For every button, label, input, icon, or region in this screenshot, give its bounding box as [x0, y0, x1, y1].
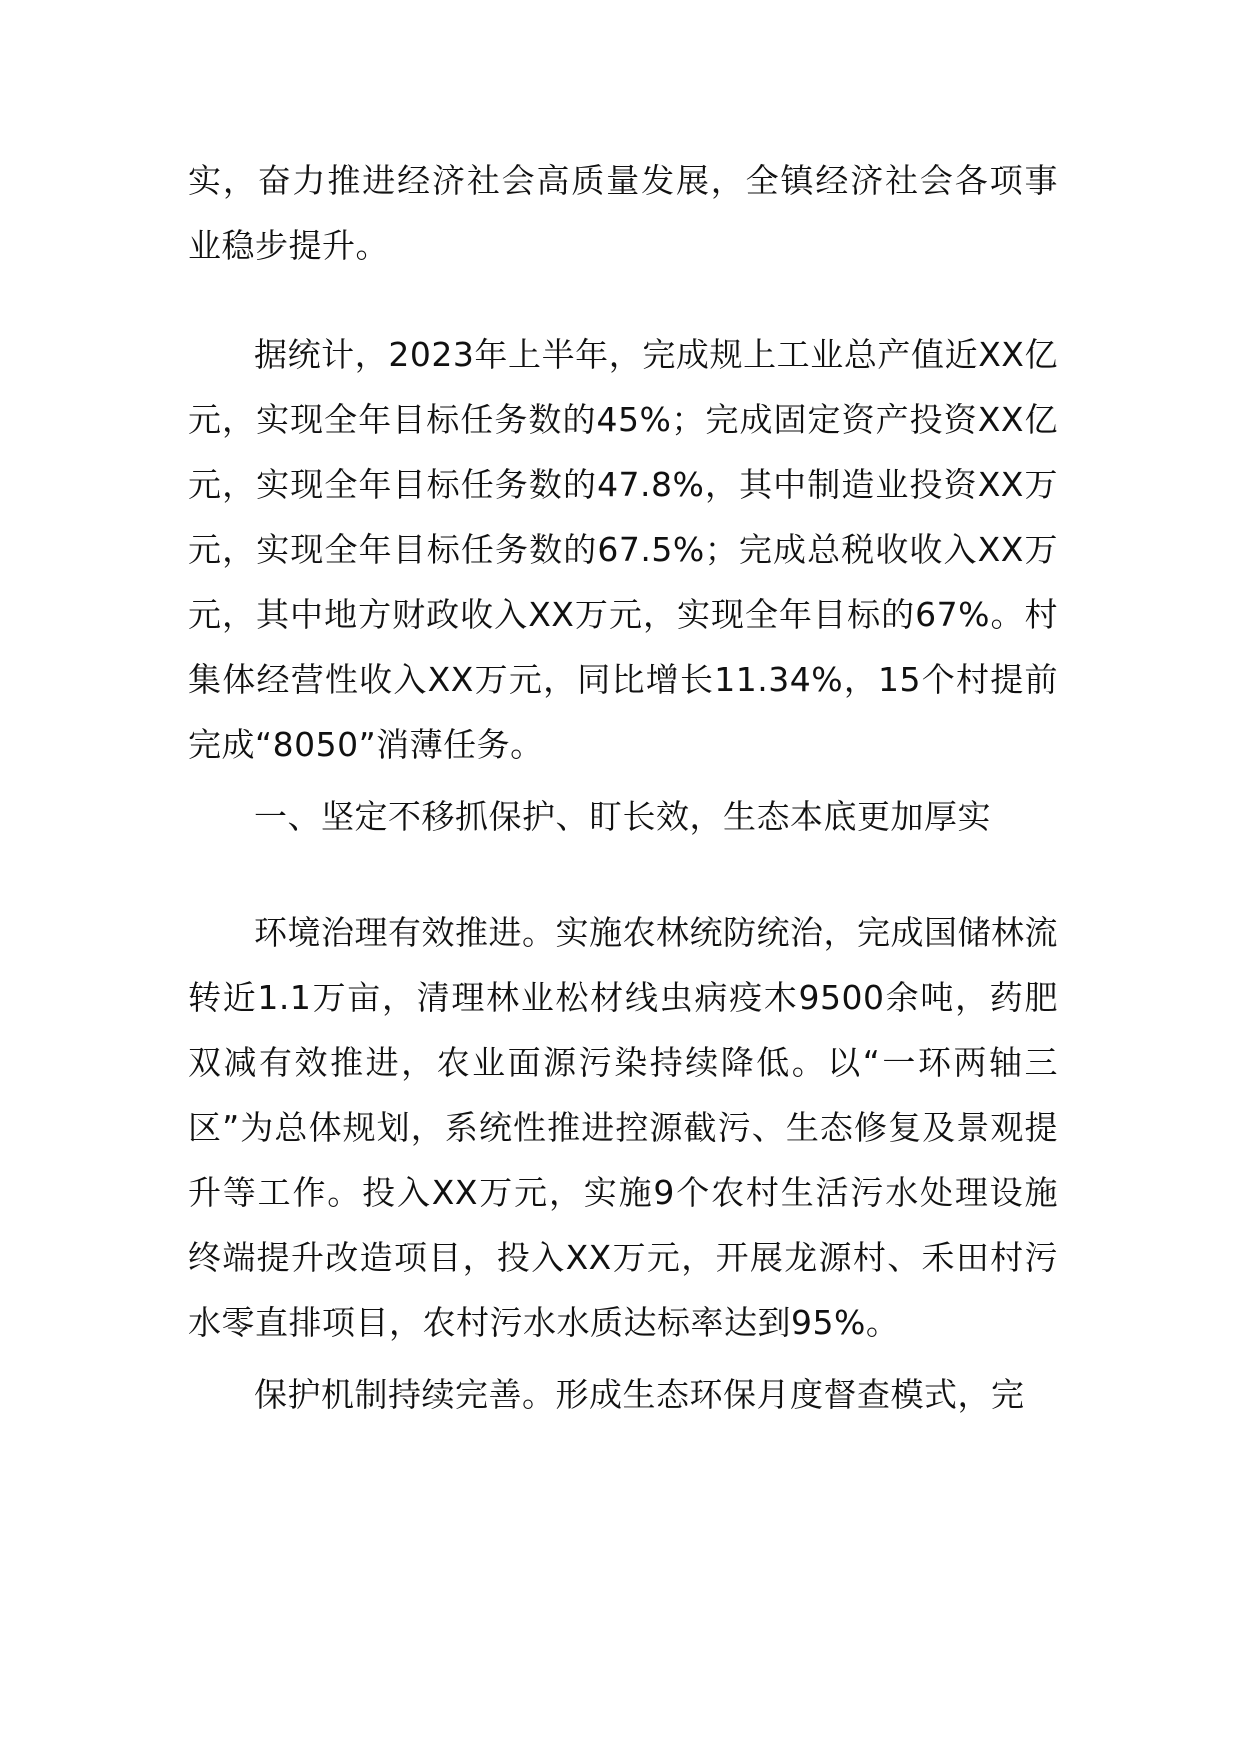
- paragraph-text: 据统计，2023年上半年，完成规上工业总产值近XX亿元，实现全年目标任务数的45%；完成固定资产投资XX亿元，实现全年目标任务数的47.8%，其中制造业投资XX万元，实现全年目标任务数的67.5%；完成总税收收入XX万元，其中地方财政收入XX万元，实现全年目标的67%。村集体经营性收入XX万元，同比增长11.34%，15个村提前完成“8050”消薄任务。: [188, 335, 1058, 764]
- paragraph-text: 实，奋力推进经济社会高质量发展，全镇经济社会各项事业稳步提升。: [188, 161, 1058, 265]
- section-heading-text: 一、坚定不移抓保护、盯长效，生态本底更加厚实: [254, 797, 991, 836]
- paragraph-statistics: [188, 322, 1058, 777]
- paragraph-continuation: [188, 148, 1058, 278]
- paragraph-protection: [188, 1362, 1058, 1427]
- paragraph-text: 环境治理有效推进。实施农林统防统治，完成国储林流转近1.1万亩，清理林业松材线虫病疫木9500余吨，药肥双减有效推进，农业面源污染持续降低。以“一环两轴三区”为总体规划，系统性推进控源截污、生态修复及景观提升等工作。投入XX万元，实施9个农村生活污水处理设施终端提升改造项目，投入XX万元，开展龙源村、禾田村污水零直排项目，农村污水水质达标率达到95%。: [188, 913, 1058, 1342]
- paragraph-environment: [188, 900, 1058, 1355]
- paragraph-text: 保护机制持续完善。形成生态环保月度督查模式，完: [254, 1375, 1025, 1414]
- section-heading: [188, 784, 1058, 849]
